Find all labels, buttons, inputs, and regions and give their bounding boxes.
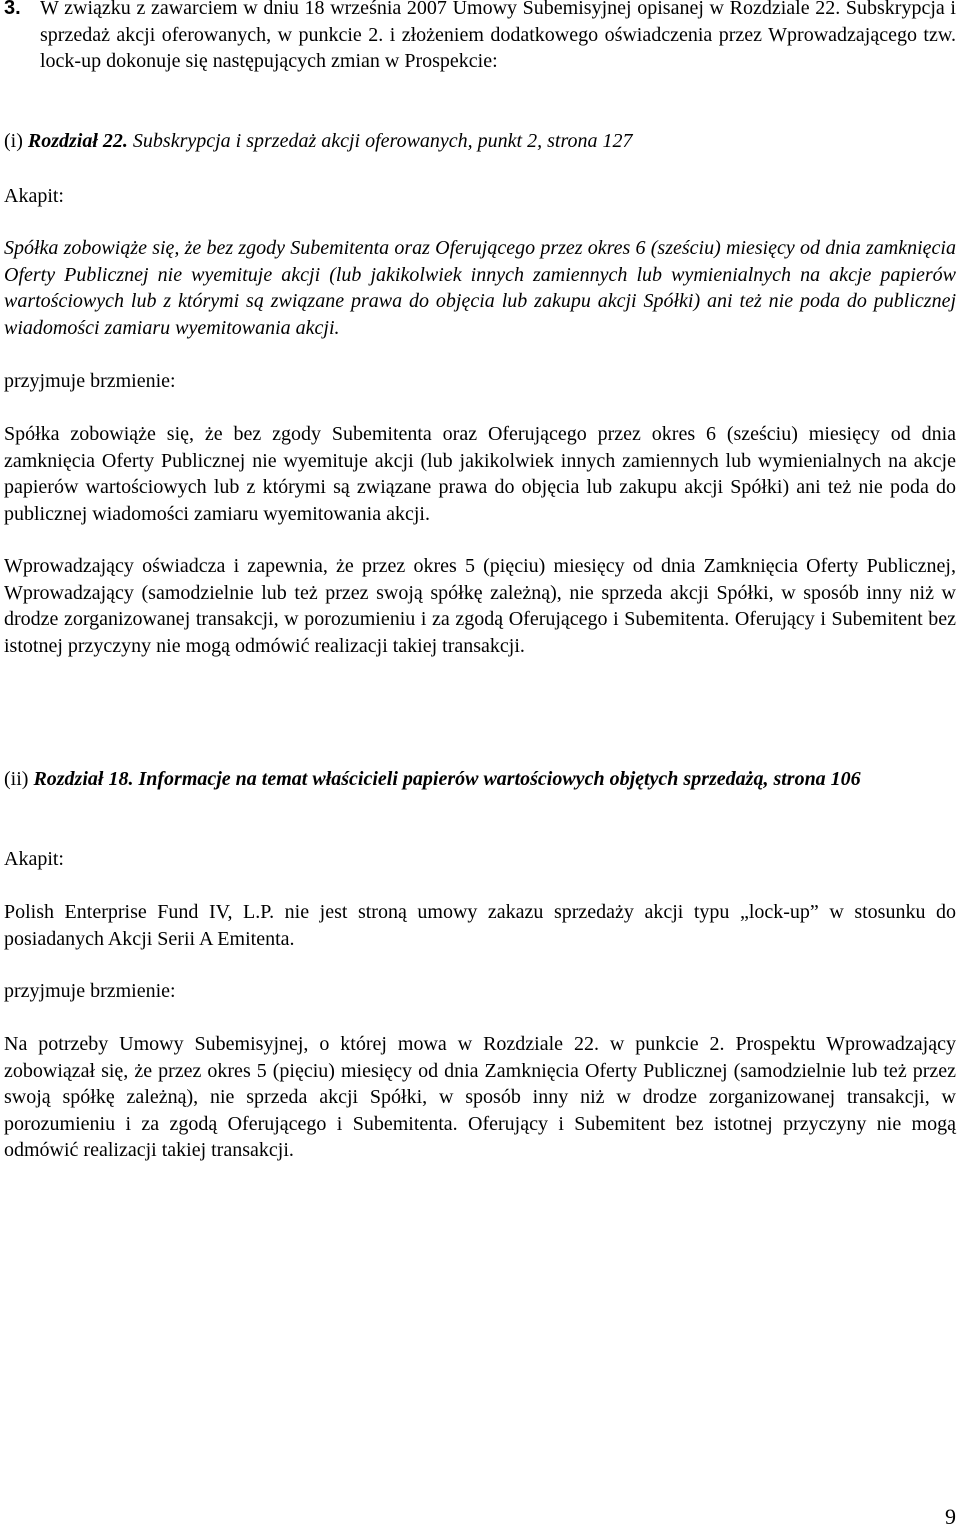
item-i-new-text-1: Spółka zobowiąże się, że bez zgody Subemitenta oraz Oferującego przez okres 6 (sześciu) miesięcy od dnia zamknięcia Oferty Publicznej nie wyemituje akcji (lub jakikolwiek innych zamiennych lub wymienialnych na akcje papierów wartościowych lub z którymi są związane prawa do objęcia lub zakupu akcji Spółki) ani też nie poda do publicznej wiadomości zamiaru wyemitowania akcji.: [4, 423, 956, 525]
item-ii-old-text: Polish Enterprise Fund IV, L.P. nie jest stroną umowy zakazu sprzedaży akcji typu „lock-up” w stosunku do posiadanych Akcji Serii A Emitenta.: [4, 901, 956, 950]
item-ii-new-text: Na potrzeby Umowy Subemisyjnej, o której mowa w Rozdziale 22. w punkcie 2. Prospektu Wprowadzający zobowiązał się, że przez okres 5 (pięciu) miesięcy od dnia Zamknięcia Oferty Publicznej (samodzielnie lub też przez swoją spółkę zależną), nie sprzeda akcji Spółki, w sposób inny niż w drodze zorganizowanej transakcji, w porozumieniu i za zgodą Oferującego i Subemitenta. Oferujący i Subemitent bez istotnej przyczyny nie mogą odmówić realizacji takiej transakcji.: [4, 1033, 956, 1161]
section-intro: W związku z zawarciem w dniu 18 września 2007 Umowy Subemisyjnej opisanej w Rozdziale 22. Subskrypcja i sprzedaż akcji oferowanych, w punkcie 2. i złożeniem dodatkowego oświadczenia przez Wprowadzającego tzw. lock-up dokonuje się następujących zmian w Prospekcie:: [40, 0, 956, 72]
item-i-title: Subskrypcja i sprzedaż akcji oferowanych, punkt 2, strona 127: [132, 130, 633, 152]
item-ii-new-label: przyjmuje brzmienie:: [4, 980, 176, 1002]
item-i-new-text-2: Wprowadzający oświadcza i zapewnia, że przez okres 5 (pięciu) miesięcy od dnia Zamknięcia Oferty Publicznej, Wprowadzający (samodzielnie lub też przez swoją spółkę zależną), nie sprzeda akcji Spółki, w sposób inny niż w drodze zorganizowanej transakcji, w porozumieniu i za zgodą Oferującego i Subemitenta. Oferujący i Subemitent bez istotnej przyczyny nie mogą odmówić realizacji takiej transakcji.: [4, 555, 956, 657]
item-i-new-label: przyjmuje brzmienie:: [4, 370, 176, 392]
item-ii-title: Informacje na temat właścicieli papierów wartościowych objętych sprzedażą, strona 106: [138, 768, 861, 790]
item-i-akapit-label: Akapit:: [4, 185, 64, 207]
section-3: [4, 0, 956, 75]
page-number: 9: [945, 1504, 956, 1529]
item-ii-akapit-label: Akapit:: [4, 848, 64, 870]
item-i-heading: [4, 128, 956, 155]
item-i-old-text: Spółka zobowiąże się, że bez zgody Subemitenta oraz Oferującego przez okres 6 (sześciu) miesięcy od dnia zamknięcia Oferty Publicznej nie wyemituje akcji (lub jakikolwiek innych zamiennych lub wymienialnych na akcje papierów wartościowych lub z którymi są związane prawa do objęcia lub zakupu akcji Spółki) ani też nie poda do publicznej wiadomości zamiaru wyemitowania akcji.: [4, 237, 956, 339]
section-number: 3.: [4, 0, 21, 19]
item-i-marker: (i): [4, 130, 23, 152]
item-ii-chapter: Rozdział 18.: [33, 768, 134, 790]
item-ii-marker: (ii): [4, 768, 29, 790]
item-i-chapter: Rozdział 22.: [27, 130, 128, 152]
item-ii-heading: [4, 766, 956, 793]
